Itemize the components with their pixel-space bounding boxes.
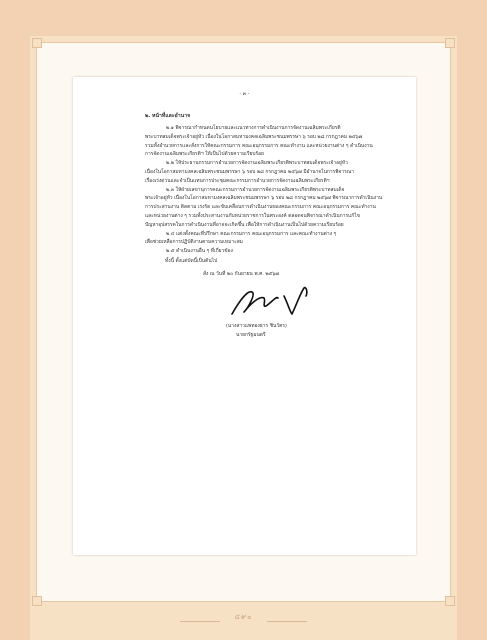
body-line: การประสานงาน ติดตาม เร่งรัด และขับเคลื่อนการดำเนินงานของคณะกรรมการ คณะอนุกรรมการ คณะทำงาน — [145, 204, 376, 211]
frame-corner-top-right — [445, 38, 455, 48]
body-line: ๒.๒ ให้ประธานกรรมการอำนวยการจัดงานเฉลิมพระเกียรติพระบาทสมเด็จพระเจ้าอยู่หัว — [166, 160, 348, 167]
bg-stripe-right — [457, 0, 487, 640]
signer-name: (นางสาวแพทองธาร ชินวัตร) — [226, 323, 287, 329]
body-line: ๒.๕ ดำเนินงานอื่น ๆ ที่เกี่ยวข้อง — [166, 248, 233, 255]
body-line: ๒.๔ แต่งตั้งคณะที่ปรึกษา คณะกรรมการ คณะอนุกรรมการ และคณะทำงานต่าง ๆ — [166, 230, 337, 237]
document-page-number: - ๓ - — [239, 91, 250, 97]
body-line: รวมทั้งอำนวยการและสั่งการให้คณะกรรมการ คณะอนุกรรมการ คณะทำงาน และหน่วยงานต่าง ๆ ดำเนินงาน — [145, 142, 373, 149]
footer-page-number: ๔๙๐ — [234, 613, 253, 621]
body-line: และหน่วยงานต่าง ๆ รวมทั้งประสานงานกับหน่วยราชการในพระองค์ ตลอดจนพิจารณาดำเนินการแก้ไข — [145, 213, 360, 219]
frame-corner-top-left — [32, 38, 42, 48]
body-line: เรื่องเร่งด่วนและจำเป็นแทนการประชุมคณะกรรมการอำนวยการจัดงานเฉลิมพระเกียรติฯ — [145, 177, 330, 184]
footer-rule-right — [267, 621, 307, 622]
signer-title: นายกรัฐมนตรี — [236, 332, 266, 338]
document-page — [73, 77, 416, 555]
frame-corner-bottom-left — [32, 596, 42, 606]
body-line: พระบาทสมเด็จพระเจ้าอยู่หัว เนื่องในโอกาสมหามงคลเฉลิมพระชนมพรรษา ๖ รอบ ๒๘ กรกฎาคม ๒๕๖๗ — [145, 133, 363, 140]
bg-stripe-left — [0, 0, 30, 640]
body-line: ๒.๓ ให้ฝ่ายเลขานุการคณะกรรมการอำนวยการจัดงานเฉลิมพระเกียรติพระบาทสมเด็จ — [166, 186, 345, 193]
closing-line: ทั้งนี้ ตั้งแต่บัดนี้เป็นต้นไป — [165, 258, 218, 264]
order-date: สั่ง ณ วันที่ ๒๐ กันยายน พ.ศ. ๒๕๖๗ — [203, 271, 280, 277]
bg-stripe-top — [0, 0, 487, 36]
body-line: การจัดงานเฉลิมพระเกียรติฯ ให้เป็นไปด้วยความเรียบร้อย — [145, 151, 264, 158]
body-line: ๒.๑ พิจารณากำหนดนโยบายและแนวทางการดำเนินงานการจัดงานเฉลิมพระเกียรติ — [166, 125, 341, 131]
body-line: พระเจ้าอยู่หัว เนื่องในโอกาสมหามงคลเฉลิมพระชนมพรรษา ๖ รอบ ๒๘ กรกฎาคม ๒๕๖๗ พิจารณาการดำเนินงาน — [145, 195, 383, 202]
body-line: เนื่องในโอกาสมหามงคลเฉลิมพระชนมพรรษา ๖ รอบ ๒๘ กรกฎาคม ๒๕๖๗ มีอำนาจในการพิจารณา — [145, 169, 354, 175]
frame-corner-bottom-right — [445, 596, 455, 606]
body-line: ปัญหาอุปสรรคในการดำเนินงานที่อาจจะเกิดขึ้น เพื่อให้การดำเนินงานเป็นไปด้วยความเรียบร้อย — [145, 221, 344, 228]
signature — [226, 282, 326, 322]
section-heading: ๒. หน้าที่และอำนาจ — [145, 113, 191, 119]
body-line: เพื่อช่วยเหลือการปฏิบัติงานตามความเหมาะสม — [145, 239, 243, 246]
